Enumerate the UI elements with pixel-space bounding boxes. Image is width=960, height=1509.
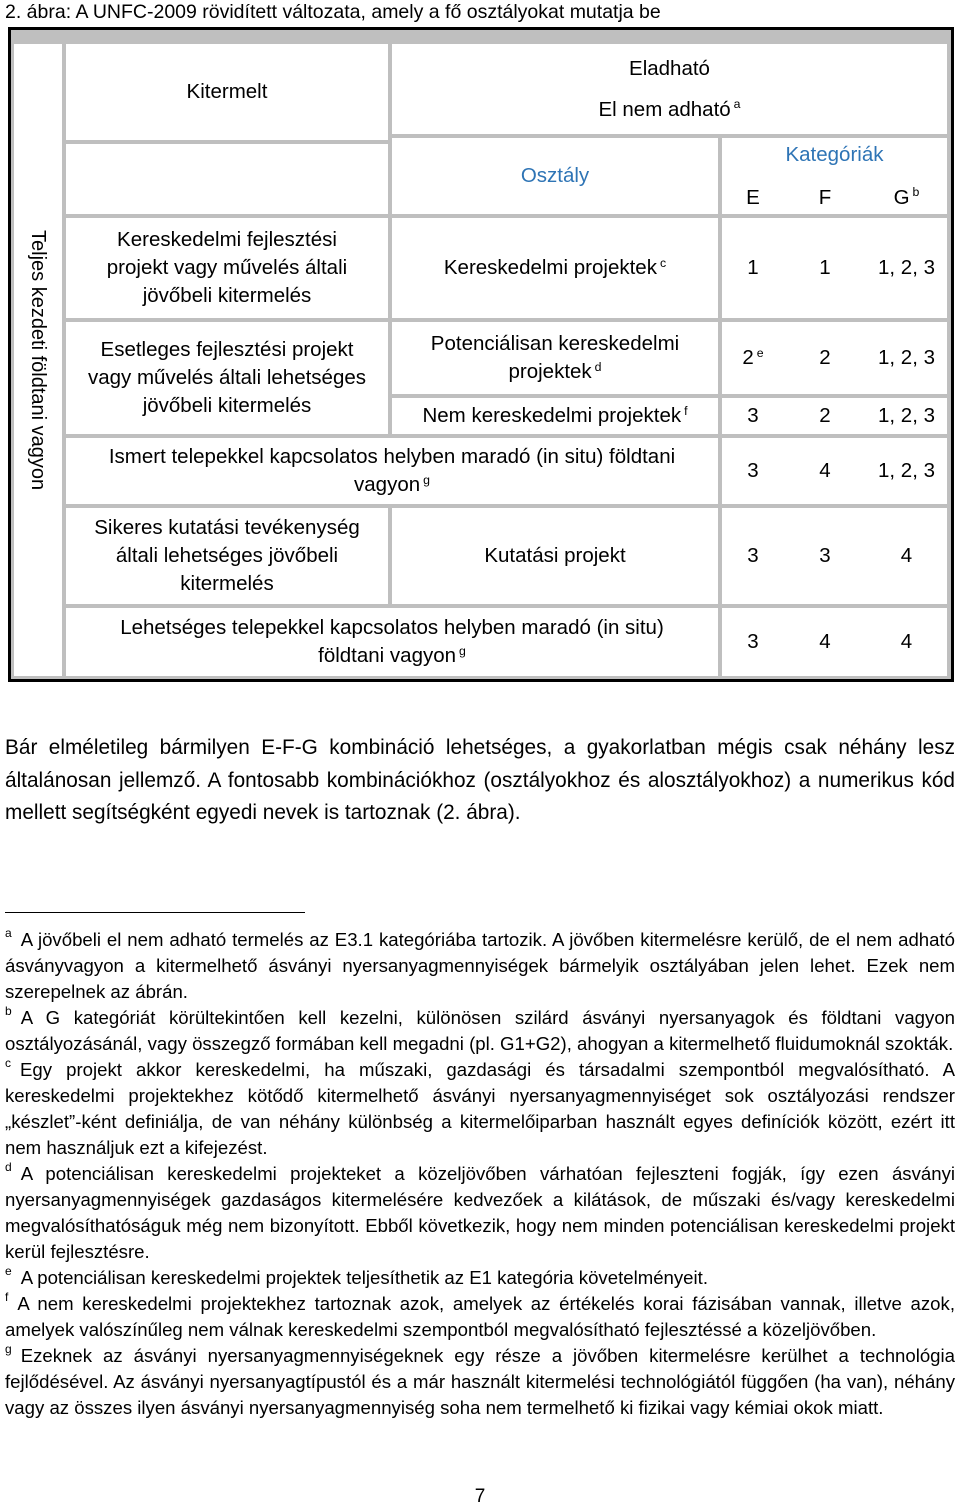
code-g: 1, 2, 3: [878, 404, 935, 427]
code-e: 3: [747, 544, 759, 567]
code-f: 1: [819, 256, 831, 279]
footnote-e: [5, 1265, 955, 1291]
text-line: projektek $^d$: [508, 359, 602, 383]
code-f: 4: [819, 630, 831, 653]
footnote-mark: d: [5, 1160, 12, 1174]
code-e: 2 $^e$: [742, 345, 764, 369]
footnotes: [5, 927, 955, 1421]
footnote-text: A jövőbeli el nem adható termelés az E3.1 kategóriába tartozik. A jövőben kitermelésre kerülő, de el nem adható ásványvagyon a kitermelhető ásványi nyersanyagmennyiségek bármelyik osztályában jelen lehet. Ezek nem szerepelnek az ábrán.: [5, 929, 955, 1002]
commercial-production-cell: [66, 218, 388, 318]
commercial-projects-label: Kereskedelmi projektek $^c$: [443, 255, 667, 279]
side-label-cell: [14, 44, 62, 676]
code-e: 3: [747, 459, 759, 482]
text-line: jövőbeli kitermelés: [142, 284, 312, 307]
text-line: kitermelés: [180, 572, 274, 595]
footnote-ref-a: a: [733, 97, 741, 112]
footnote-ref-e: e: [756, 345, 764, 360]
category-axes-row: [722, 184, 947, 212]
class-label: Osztály: [520, 164, 590, 187]
code-f: 2: [819, 404, 831, 427]
footnote-separator: [5, 912, 305, 913]
footnote-f: [5, 1291, 955, 1343]
code-f: 4: [819, 459, 831, 482]
footnote-text: Egy projekt akkor kereskedelmi, ha műszaki, gazdasági és társadalmi szempontból megvalósítható. A kereskedelmi projektekhez kötődő kitermelhető ásványi nyersanyagmennyiséget sok osztályozási rendszer „készlet”-ként definiálja, de van néhány különbség a kitermelőiparban használt egyes definíciók között, ezért itt nem használjuk ezt a kifejezést.: [5, 1059, 955, 1158]
body-paragraph: Bár elméletileg bármilyen E-F-G kombináció lehetséges, a gyakorlatban mégis csak néhány lesz általánosan jellemző. A fontosabb kombinációkhoz (osztályokhoz és alosztályokhoz) a numerikus kód mellett segítségként egyedi nevek is tartoznak (2. ábra).: [5, 736, 955, 824]
unfc-classification-figure: [8, 27, 954, 682]
side-label: Teljes kezdeti földtani vagyon: [27, 229, 49, 491]
code-g: 4: [900, 630, 913, 653]
code-g: 1, 2, 3: [878, 346, 935, 369]
produced-header-cell: [66, 44, 388, 140]
category-e-label: E: [746, 185, 760, 209]
non-commercial-cell: [392, 398, 718, 434]
produced-label: Kitermelt: [186, 80, 268, 103]
footnote-ref-g: g: [423, 472, 430, 487]
blank-header-cell: [66, 144, 388, 214]
footnote-ref-f: f: [684, 403, 688, 418]
footnote-text: A potenciálisan kereskedelmi projektek teljesíthetik az E1 kategória követelményeit.: [20, 1267, 708, 1288]
sales-header-cell: [392, 44, 947, 134]
text-line: Potenciálisan kereskedelmi: [430, 332, 680, 355]
exploration-projects-cell: [392, 508, 718, 604]
commercial-projects-cell: [392, 218, 718, 318]
text-line: Lehetséges telepekkel kapcsolatos helyben maradó (in situ): [120, 616, 664, 639]
text-line: általi lehetséges jövőbeli: [115, 544, 339, 567]
code-g: 1, 2, 3: [878, 459, 935, 482]
footnote-ref-c: c: [659, 255, 667, 270]
footnote-a: [5, 927, 955, 1005]
code-g: 1, 2, 3: [878, 256, 935, 279]
not-sold-label: El nem adható $^a$: [598, 97, 741, 121]
footnote-mark: a: [5, 926, 12, 940]
category-g-label: G $^b$: [893, 185, 920, 209]
known-in-situ-cell: [66, 438, 718, 504]
footnote-text: A potenciálisan kereskedelmi projekteket a közeljövőben várhatóan fejleszteni fogják, így ezen ásványi nyersanyagmennyiségek gazdaságos kitermelésére kedvezőek a kilátások, de műszaki és/vagy kereskedelmi megvalósíthatóságuk még nem bizonyított. Ebből következik, hogy nem minden potenciálisan kereskedelmi projekt kerül fejlesztésre.: [5, 1163, 955, 1262]
contingent-production-cell: [66, 322, 388, 434]
potential-in-situ-cell: [66, 608, 718, 676]
footnote-b: [5, 1005, 955, 1057]
code-g: 4: [900, 544, 913, 567]
footnote-mark: g: [5, 1342, 12, 1356]
footnote-g: [5, 1343, 955, 1421]
text-line: Sikeres kutatási tevékenység: [94, 516, 360, 539]
figure-caption: 2. ábra: A UNFC-2009 rövidített változata, amely a fő osztályokat mutatja be: [5, 1, 661, 23]
non-commercial-codes-cell: [722, 398, 947, 434]
potentially-commercial-cell: [392, 322, 718, 394]
sold-label: Eladható: [629, 56, 710, 80]
code-e: 3: [747, 630, 759, 653]
categories-header-cell: [722, 138, 947, 214]
non-commercial-label: Nem kereskedelmi projektek $^f$: [422, 403, 688, 427]
code-e: 1: [747, 256, 759, 279]
code-f: 2: [819, 346, 831, 369]
footnote-mark: e: [5, 1264, 12, 1278]
footnote-mark: c: [5, 1056, 11, 1070]
page-number: 7: [474, 1486, 486, 1507]
footnote-mark: b: [5, 1004, 12, 1018]
category-f-label: F: [818, 185, 832, 209]
text-line: Ismert telepekkel kapcsolatos helyben maradó (in situ) földtani: [108, 445, 676, 468]
commercial-codes-cell: [722, 218, 947, 318]
potential-in-situ-codes-cell: [722, 608, 947, 676]
exploration-projects-label: Kutatási projekt: [484, 544, 626, 567]
exploration-production-cell: [66, 508, 388, 604]
code-f: 3: [819, 544, 831, 567]
footnote-text: Ezeknek az ásványi nyersanyagmennyiségeknek egy része a jövőben kitermelésre kerülhet a technológia fejlődésével. Az ásványi nyersanyagtípustól és a már használt kitermelési technológiától függően (ha van), néhány vagy az összes ilyen ásványi nyersanyagmennyiség soha nem termelhető ki fizikai vagy kémiai okok miatt.: [5, 1345, 955, 1418]
footnote-ref-b: b: [912, 185, 920, 200]
text-line: jövőbeli kitermelés: [142, 394, 312, 417]
potentially-commercial-codes-cell: [722, 322, 947, 394]
categories-label: Kategóriák: [785, 142, 884, 166]
text-line: projekt vagy művelés általi: [106, 256, 348, 279]
footnote-c: [5, 1057, 955, 1161]
exploration-codes-cell: [722, 508, 947, 604]
footnote-mark: f: [5, 1290, 9, 1304]
footnote-ref-g: g: [459, 643, 466, 658]
footnote-d: [5, 1161, 955, 1265]
footnote-text: A nem kereskedelmi projektekhez tartoznak azok, amelyek az értékelés korai fázisában vannak, illetve azok, amelyek valószínűleg nem válnak kereskedelmi szempontból megvalósítható fejlesztéssé a közeljövőben.: [5, 1293, 955, 1340]
footnote-text: A G kategóriát körültekintően kell kezelni, különösen szilárd ásványi nyersanyagok és földtani vagyon osztályozásánál, vagy összegző formában kell megadni (pl. G1+G2), ahogyan a kitermelhető fluidumoknál szokták.: [5, 1007, 955, 1054]
footnote-ref-d: d: [594, 359, 602, 374]
text-line: Kereskedelmi fejlesztési: [117, 228, 337, 251]
text-line: vagy művelés általi lehetséges: [87, 366, 367, 389]
code-e: 3: [747, 404, 759, 427]
known-in-situ-codes-cell: [722, 438, 947, 504]
text-line: vagyon $^g$: [354, 472, 430, 496]
class-header-cell: [392, 138, 718, 214]
text-line: Esetleges fejlesztési projekt: [100, 338, 354, 361]
text-line: földtani vagyon $^g$: [318, 643, 466, 667]
